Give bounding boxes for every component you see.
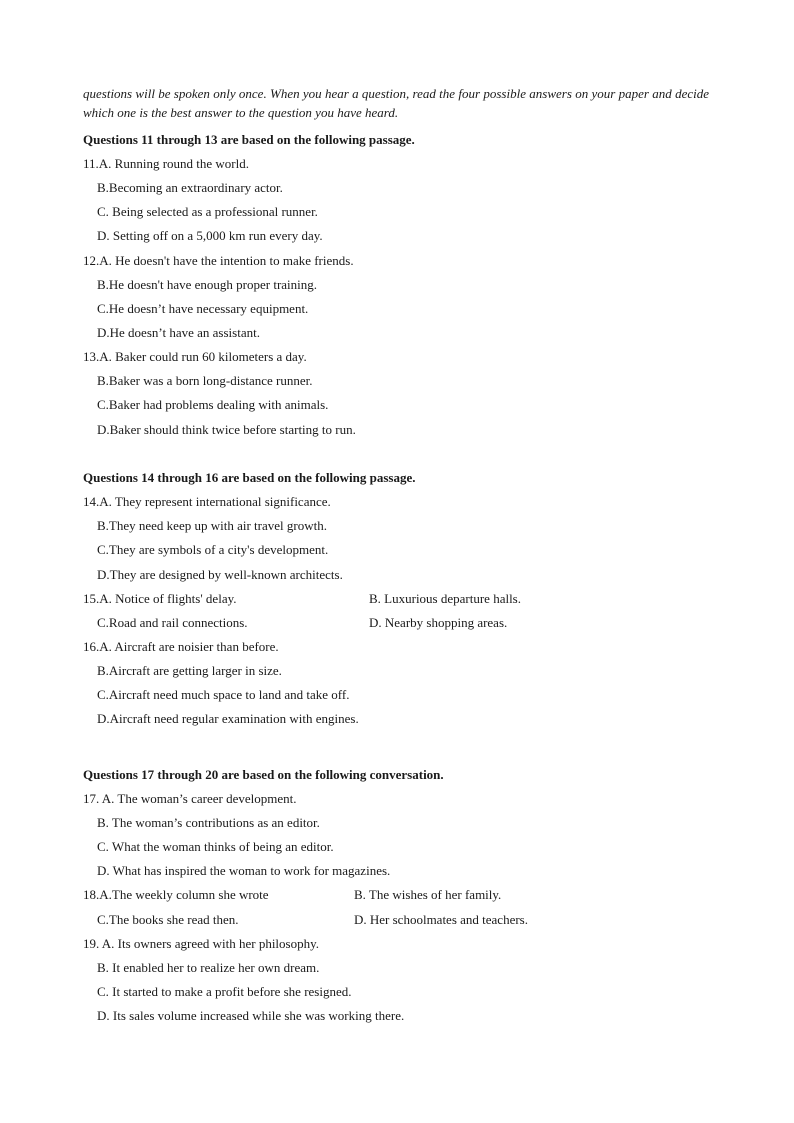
- question-19-option-b: B. It enabled her to realize her own dream.: [97, 960, 320, 975]
- section-heading-14-16: Questions 14 through 16 are based on the following passage.: [83, 470, 416, 485]
- question-17-option-d: D. What has inspired the woman to work for magazines.: [97, 863, 391, 878]
- question-14-option-d: D.They are designed by well-known architects.: [97, 567, 343, 582]
- question-15-option-b: B. Luxurious departure halls.: [369, 591, 521, 606]
- question-16-option-d: D.Aircraft need regular examination with engines.: [97, 711, 359, 726]
- question-14-option-a: 14.A. They represent international significance.: [83, 494, 331, 509]
- question-13-option-d: D.Baker should think twice before starting to run.: [97, 422, 356, 437]
- question-19-option-d: D. Its sales volume increased while she was working there.: [97, 1008, 405, 1023]
- question-18-option-c: C.The books she read then.: [97, 912, 239, 927]
- question-12-option-a: 12.A. He doesn't have the intention to make friends.: [83, 253, 354, 268]
- instructions-line-1: questions will be spoken only once. When you hear a question, read the four possible answers on your paper: [83, 86, 649, 101]
- question-13-option-b: B.Baker was a born long-distance runner.: [97, 373, 313, 388]
- question-12-option-c: C.He doesn’t have necessary equipment.: [97, 301, 309, 316]
- section-heading-11-13: Questions 11 through 13 are based on the following passage.: [83, 132, 415, 147]
- question-12-option-b: B.He doesn't have enough proper training.: [97, 277, 318, 292]
- section-heading-17-20: Questions 17 through 20 are based on the following conversation.: [83, 767, 444, 782]
- question-13-option-a: 13.A. Baker could run 60 kilometers a day.: [83, 349, 307, 364]
- question-15-option-c: C.Road and rail connections.: [97, 615, 248, 630]
- question-18-option-b: B. The wishes of her family.: [354, 887, 502, 902]
- question-15-option-d: D. Nearby shopping areas.: [369, 615, 508, 630]
- question-15-option-a: 15.A. Notice of flights' delay.: [83, 591, 237, 606]
- question-11-option-d: D. Setting off on a 5,000 km run every day.: [97, 228, 323, 243]
- question-16-option-c: C.Aircraft need much space to land and take off.: [97, 687, 350, 702]
- question-11-option-c: C. Being selected as a professional runner.: [97, 204, 318, 219]
- question-16-option-b: B.Aircraft are getting larger in size.: [97, 663, 282, 678]
- question-17-option-a: 17. A. The woman’s career development.: [83, 791, 297, 806]
- question-11-option-b: B.Becoming an extraordinary actor.: [97, 180, 283, 195]
- question-16-option-a: 16.A. Aircraft are noisier than before.: [83, 639, 279, 654]
- listening-instructions: [83, 84, 709, 122]
- question-14-option-b: B.They need keep up with air travel growth.: [97, 518, 327, 533]
- question-18-option-d: D. Her schoolmates and teachers.: [354, 912, 528, 927]
- question-12-option-d: D.He doesn’t have an assistant.: [97, 325, 260, 340]
- question-18-option-a: 18.A.The weekly column she wrote: [83, 887, 269, 902]
- question-13-option-c: C.Baker had problems dealing with animals.: [97, 397, 329, 412]
- question-17-option-b: B. The woman’s contributions as an editor.: [97, 815, 320, 830]
- question-19-option-a: 19. A. Its owners agreed with her philosophy.: [83, 936, 320, 951]
- question-19-option-c: C. It started to make a profit before she resigned.: [97, 984, 352, 999]
- instructions-line-2: and decide which one is the best answer to the question you have heard.: [83, 86, 710, 120]
- question-11-option-a: 11.A. Running round the world.: [83, 156, 249, 171]
- question-17-option-c: C. What the woman thinks of being an editor.: [97, 839, 334, 854]
- question-14-option-c: C.They are symbols of a city's development.: [97, 542, 329, 557]
